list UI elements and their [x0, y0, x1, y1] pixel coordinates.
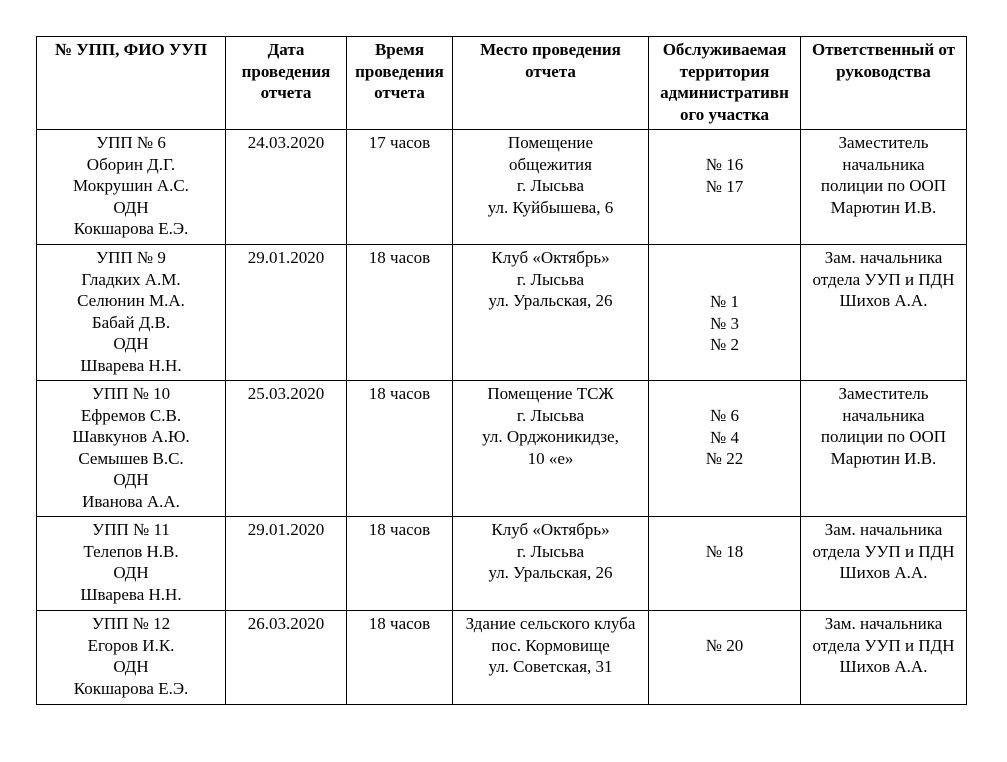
responsible-line: Заместитель [838, 133, 929, 152]
place-line: Здание сельского клуба [465, 614, 636, 633]
upp-fio-line: Селюнин М.А. [77, 291, 185, 310]
responsible-line: Шихов А.А. [839, 657, 928, 676]
upp-fio-line: ОДН [113, 334, 149, 353]
date-value: 25.03.2020 [247, 384, 325, 403]
upp-fio-line: Телепов Н.В. [83, 541, 179, 561]
date-value: 24.03.2020 [247, 133, 325, 152]
upp-fio-line: Мокрушин А.С. [73, 176, 189, 195]
header-text-line: территория [679, 61, 770, 81]
cell-time [347, 245, 453, 381]
territory-line: № 17 [705, 176, 744, 196]
upp-fio-line: Кокшарова Е.Э. [73, 219, 189, 238]
cell-date [226, 611, 347, 705]
upp-fio-line: Оборин Д.Г. [86, 154, 176, 174]
upp-fio-line: Семышев В.С. [78, 448, 184, 468]
place-line: 10 «е» [527, 448, 574, 468]
header-text-line: административн [660, 83, 789, 102]
cell-date [226, 517, 347, 611]
cell-territory [649, 130, 801, 245]
upp-fio-line: Кокшарова Е.Э. [73, 678, 189, 698]
cell-responsible [801, 381, 967, 517]
cell-responsible [801, 245, 967, 381]
header-text-line: № УПП, ФИО УУП [54, 40, 208, 59]
upp-fio-line: ОДН [113, 470, 149, 489]
upp-fio-line: УПП № 10 [91, 384, 171, 403]
upp-fio-line: Иванова А.А. [82, 491, 180, 511]
table-row [37, 517, 967, 611]
header-date [226, 37, 347, 130]
territory-line: № 1 [710, 292, 739, 311]
table-row [37, 245, 967, 381]
cell-upp-fio [37, 611, 226, 705]
time-value: 18 часов [368, 520, 431, 539]
territory-line: № 22 [705, 449, 744, 468]
cell-upp-fio [37, 130, 226, 245]
cell-place [453, 611, 649, 705]
upp-fio-line: Шварева Н.Н. [80, 584, 182, 604]
time-value: 18 часов [368, 614, 431, 633]
cell-responsible [801, 517, 967, 611]
date-value: 29.01.2020 [247, 520, 325, 539]
place-line: г. Лысьва [516, 176, 585, 195]
territory-line: № 16 [705, 155, 744, 174]
cell-responsible [801, 130, 967, 245]
upp-fio-line: УПП № 6 [96, 133, 166, 152]
header-upp-fio [37, 37, 226, 130]
responsible-line: отдела УУП и ПДН [812, 541, 955, 561]
responsible-line: Марютин И.В. [830, 197, 937, 217]
header-text-line: проведения [241, 61, 331, 81]
responsible-line: отдела УУП и ПДН [812, 635, 955, 655]
place-line: г. Лысьва [516, 269, 585, 289]
place-line: г. Лысьва [516, 405, 585, 425]
upp-fio-line: ОДН [113, 657, 149, 676]
place-line: ул. Советская, 31 [488, 657, 613, 676]
cell-time [347, 381, 453, 517]
responsible-line: Заместитель [838, 384, 929, 403]
territory-line: № 2 [710, 335, 739, 354]
place-line: Клуб «Октябрь» [491, 520, 610, 539]
date-value: 29.01.2020 [247, 248, 325, 267]
date-value: 26.03.2020 [247, 614, 325, 633]
cell-time [347, 517, 453, 611]
header-text-line: Ответственный от [811, 40, 955, 59]
territory-line: № 18 [705, 542, 744, 561]
cell-place [453, 517, 649, 611]
responsible-line: Шихов А.А. [839, 563, 928, 582]
upp-fio-line: Гладких А.М. [81, 269, 181, 289]
place-line: пос. Кормовище [491, 635, 610, 655]
responsible-line: Шихов А.А. [839, 291, 928, 310]
responsible-line: Зам. начальника [824, 614, 943, 633]
header-row [37, 37, 967, 130]
header-text-line: Место проведения [480, 40, 621, 59]
place-line: Клуб «Октябрь» [491, 248, 610, 267]
upp-fio-line: Бабай Д.В. [91, 312, 171, 332]
place-line: г. Лысьва [516, 541, 585, 561]
header-text-line: отчета [525, 61, 576, 81]
header-text-line: Время [374, 40, 425, 59]
cell-date [226, 245, 347, 381]
cell-time [347, 130, 453, 245]
territory-line: № 4 [710, 427, 739, 447]
territory-line: № 6 [710, 406, 739, 425]
upp-fio-line: УПП № 11 [92, 520, 170, 539]
header-place [453, 37, 649, 130]
header-text-line: отчета [374, 83, 425, 102]
responsible-line: начальника [842, 154, 925, 174]
cell-territory [649, 381, 801, 517]
responsible-line: Зам. начальника [824, 520, 943, 539]
responsible-line: Зам. начальника [824, 248, 943, 267]
header-text-line: Обслуживаемая [662, 40, 787, 59]
place-line: ул. Орджоникидзе, [482, 427, 619, 446]
table-row [37, 381, 967, 517]
cell-date [226, 381, 347, 517]
responsible-line: начальника [842, 405, 925, 425]
header-text-line: отчета [260, 83, 312, 102]
responsible-line: полиции по ООП [820, 176, 947, 195]
upp-fio-line: ОДН [113, 563, 149, 582]
cell-upp-fio [37, 381, 226, 517]
upp-fio-line: Шавкунов А.Ю. [72, 427, 190, 446]
cell-upp-fio [37, 245, 226, 381]
header-responsible [801, 37, 967, 130]
upp-fio-line: Ефремов С.В. [80, 405, 182, 425]
table-row [37, 611, 967, 705]
cell-territory [649, 245, 801, 381]
cell-time [347, 611, 453, 705]
table-row [37, 130, 967, 245]
cell-responsible [801, 611, 967, 705]
cell-place [453, 130, 649, 245]
upp-fio-line: Шварева Н.Н. [80, 355, 182, 375]
place-line: ул. Куйбышева, 6 [487, 197, 614, 217]
cell-place [453, 381, 649, 517]
time-value: 17 часов [368, 133, 431, 152]
responsible-line: Марютин И.В. [830, 448, 937, 468]
header-time [347, 37, 453, 130]
place-line: Помещение ТСЖ [487, 384, 614, 403]
upp-fio-line: ОДН [113, 197, 149, 217]
header-text-line: руководства [836, 61, 931, 81]
header-text-line: проведения [355, 61, 444, 81]
place-line: ул. Уральская, 26 [488, 291, 613, 310]
header-text-line: ого участка [679, 104, 770, 124]
report-schedule-table [36, 36, 967, 705]
time-value: 18 часов [368, 248, 431, 267]
header-territory [649, 37, 801, 130]
place-line: общежития [509, 154, 592, 174]
header-text-line: Дата [267, 40, 305, 59]
responsible-line: отдела УУП и ПДН [812, 269, 955, 289]
upp-fio-line: Егоров И.К. [87, 635, 175, 655]
cell-territory [649, 611, 801, 705]
territory-line: № 3 [710, 313, 739, 333]
cell-upp-fio [37, 517, 226, 611]
place-line: Помещение [507, 133, 594, 152]
place-line: ул. Уральская, 26 [488, 563, 613, 582]
upp-fio-line: УПП № 12 [91, 614, 171, 633]
responsible-line: полиции по ООП [820, 427, 947, 446]
cell-date [226, 130, 347, 245]
time-value: 18 часов [368, 384, 431, 403]
cell-territory [649, 517, 801, 611]
cell-place [453, 245, 649, 381]
upp-fio-line: УПП № 9 [96, 248, 166, 267]
territory-line: № 20 [705, 636, 744, 655]
